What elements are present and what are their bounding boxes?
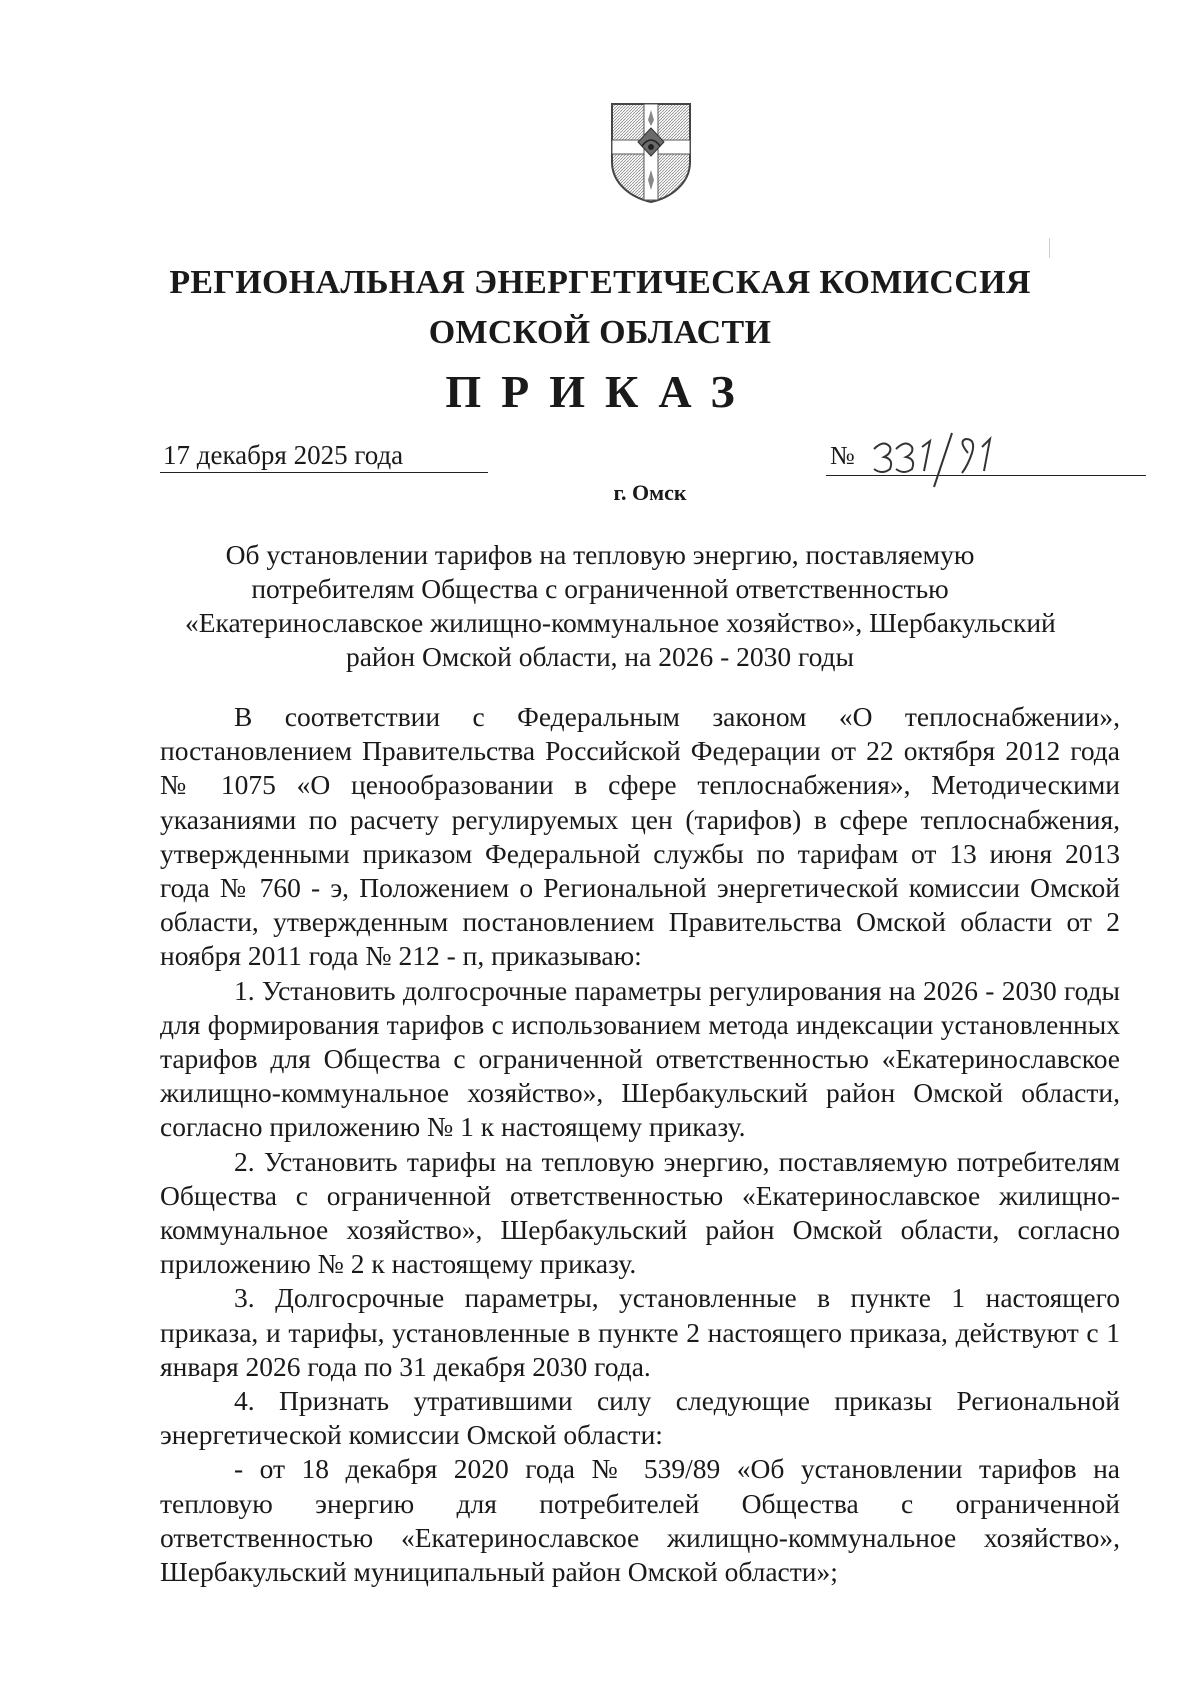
order-item-1: 1. Установить долгосрочные параметры регулирования на 2026 - 2030 годы для формирования тарифов с использованием метода индексации установленных тарифов для Общества с ограниченной ответственностью «Екатеринославское жилищно-коммунальное хозяйство», Шербакульский район Омской области, согласно приложению № 1 к настоящему приказу. [160, 974, 1120, 1143]
document-date: 17 декабря 2025 года [163, 440, 404, 470]
organization-line-1: РЕГИОНАЛЬНАЯ ЭНЕРГЕТИЧЕСКАЯ КОМИССИЯ [169, 264, 1031, 301]
organization-name [160, 258, 1040, 358]
title-line: Об установлении тарифов на тепловую энергию, поставляемую [225, 539, 975, 570]
title-line: район Омской области, на 2026 - 2030 годы [345, 641, 855, 672]
organization-line-2: ОМСКОЙ ОБЛАСТИ [428, 314, 772, 351]
date-underline [160, 472, 488, 473]
document-body [160, 700, 1120, 1589]
document-number-label: № [830, 441, 855, 470]
order-item-2: 2. Установить тарифы на тепловую энергию, поставляемую потребителям Общества с ограниченной ответственностью «Екатеринославское жилищно-коммунальное хозяйство», Шербакульский район Омской области, согласно приложению № 2 к настоящему приказу. [160, 1145, 1120, 1280]
title-line: «Екатеринославское жилищно-коммунальное хозяйство», Шербакульский [185, 607, 1056, 638]
handwritten-number-331-91 [870, 425, 1010, 495]
document-type: ПРИКАЗ [445, 366, 755, 417]
order-item-3: 3. Долгосрочные параметры, установленные в пункте 1 настоящего приказа, и тарифы, установленные в пункте 2 настоящего приказа, действуют с 1 января 2026 года по 31 декабря 2030 года. [160, 1282, 1120, 1382]
order-item-4: 4. Признать утратившими силу следующие приказы Региональной энергетической комиссии Омской области: [160, 1385, 1120, 1451]
city: г. Омск [613, 480, 687, 505]
scan-margin-mark [1049, 238, 1050, 258]
title-line: потребителям Общества с ограниченной ответственностью [251, 573, 949, 604]
repealed-order-1: - от 18 декабря 2020 года № 539/89 «Об установлении тарифов на тепловую энергию для потребителей Общества с ограниченной ответственностью «Екатеринославское жилищно-коммунальное хозяйство», Шербакульский муниципальный район Омской области»; [160, 1453, 1120, 1588]
coat-of-arms-icon [608, 100, 694, 204]
document-title [185, 538, 1056, 674]
preamble-paragraph: В соответствии с Федеральным законом «О теплоснабжении», постановлением Правительства Российской Федерации от 22 октября 2012 года № 1075 «О ценообразовании в сфере теплоснабжения», Методическими указаниями по расчету регулируемых цен (тарифов) в сфере теплоснабжения, утвержденными приказом Федеральной службы по тарифам от 13 июня 2013 года № 760 - э, Положением о Региональной энергетической комиссии Омской области, утвержденным постановлением Правительства Омской области от 2 ноября 2011 года № 212 - п, приказываю: [160, 701, 1120, 972]
